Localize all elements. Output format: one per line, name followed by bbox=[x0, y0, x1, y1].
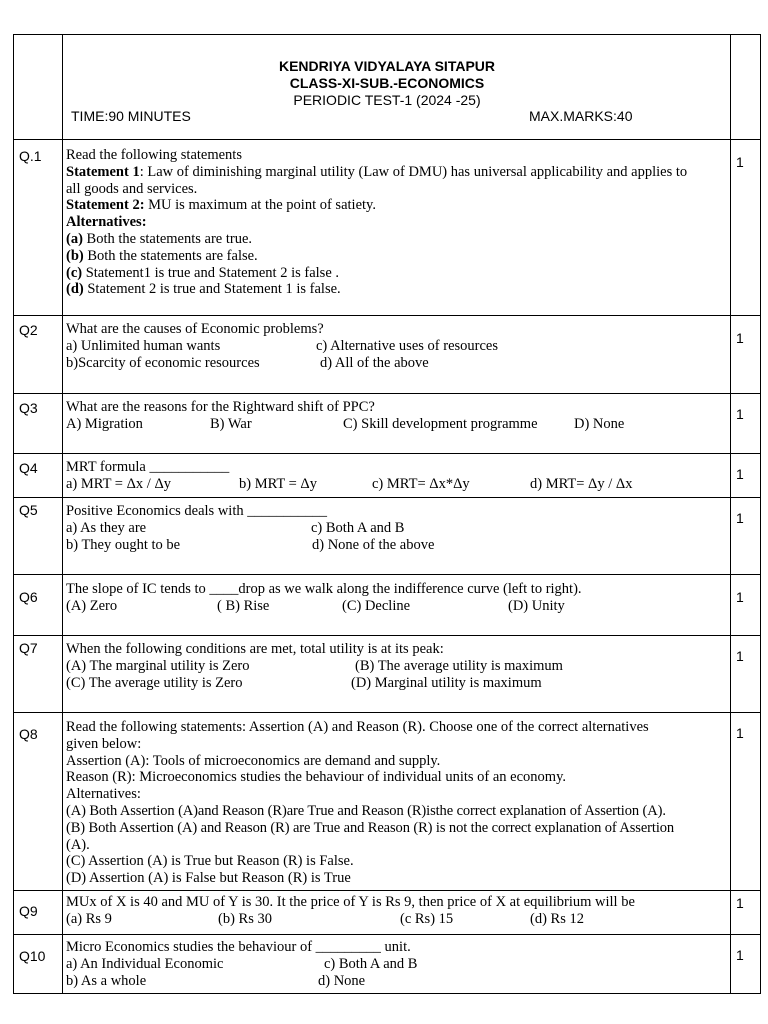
question-body bbox=[66, 641, 728, 691]
option-c: (c Rs) 15 bbox=[400, 910, 454, 927]
question-stem: MRT formula ___________ bbox=[66, 459, 230, 475]
options-line-2 bbox=[66, 675, 728, 692]
question-paper bbox=[13, 34, 762, 994]
question-number: Q8 bbox=[14, 713, 63, 890]
question-body bbox=[66, 321, 728, 371]
option-c: (C) The average utility is Zero bbox=[66, 674, 243, 691]
question-stem: MUx of X is 40 and MU of Y is 30. It the price of Y is Rs 9, then price of X at equilibrium will be bbox=[66, 894, 635, 910]
question-number: Q10 bbox=[14, 935, 63, 993]
option-a: a) Unlimited human wants bbox=[66, 337, 221, 354]
question-stem: Micro Economics studies the behaviour of _________ unit. bbox=[66, 939, 411, 955]
question-number: Q3 bbox=[14, 394, 63, 453]
question-body bbox=[66, 939, 728, 989]
question-row-q10 bbox=[13, 934, 761, 994]
test-title: PERIODIC TEST-1 (2024 -25) bbox=[293, 92, 481, 108]
option-b: b) They ought to be bbox=[66, 536, 181, 553]
option-d: (D) Unity bbox=[508, 597, 565, 614]
question-stem: What are the reasons for the Rightward shift of PPC? bbox=[66, 399, 375, 415]
options-line-2 bbox=[66, 537, 728, 554]
option-d: d) None of the above bbox=[312, 536, 435, 553]
marks-cell: 1 bbox=[730, 713, 760, 890]
option-c: (c) Statement1 is true and Statement 2 is false . bbox=[66, 264, 340, 281]
school-name: KENDRIYA VIDYALAYA SITAPUR bbox=[278, 58, 496, 74]
options-line-1 bbox=[66, 520, 728, 537]
option-b: b)Scarcity of economic resources bbox=[66, 354, 260, 371]
option-c: (C) Decline bbox=[342, 597, 411, 614]
question-stem: Read the following statements: Assertion (A) and Reason (R). Choose one of the correct alternatives bbox=[66, 719, 649, 735]
question-row-q5 bbox=[13, 497, 761, 574]
question-stem: When the following conditions are met, total utility is at its peak: bbox=[66, 641, 444, 657]
statement-1: Statement 1: Law of diminishing marginal utility (Law of DMU) has universal applicability and applies to bbox=[66, 163, 688, 180]
question-body bbox=[66, 503, 728, 553]
option-d: (d) Rs 12 bbox=[530, 910, 584, 927]
option-c: c) Both A and B bbox=[311, 519, 405, 536]
question-body bbox=[66, 581, 728, 615]
option-d: (D) Assertion (A) is False but Reason (R) is True bbox=[66, 870, 351, 887]
options-line bbox=[66, 416, 728, 433]
alternatives-heading: Alternatives: bbox=[66, 786, 141, 803]
option-a: (a) Both the statements are true. bbox=[66, 230, 253, 247]
question-number: Q7 bbox=[14, 636, 63, 712]
option-a: a) As they are bbox=[66, 519, 147, 536]
marks-cell: 1 bbox=[730, 636, 760, 712]
option-a: A) Migration bbox=[66, 415, 143, 432]
question-body bbox=[66, 459, 728, 493]
question-number: Q4 bbox=[14, 454, 63, 497]
options-line bbox=[66, 476, 728, 493]
question-stem: Read the following statements bbox=[66, 147, 242, 163]
question-body bbox=[66, 147, 728, 298]
option-a: (A) The marginal utility is Zero bbox=[66, 657, 250, 674]
option-d: d) None bbox=[318, 972, 366, 989]
option-b: ( B) Rise bbox=[217, 597, 270, 614]
marks-cell: 1 bbox=[730, 140, 760, 315]
option-a: (A) Zero bbox=[66, 597, 118, 614]
options-line bbox=[66, 911, 728, 928]
option-d: (D) Marginal utility is maximum bbox=[351, 674, 542, 691]
option-d: d) MRT= Δy / Δx bbox=[530, 475, 633, 492]
question-row-q8 bbox=[13, 712, 761, 890]
reason: Reason (R): Microeconomics studies the behaviour of individual units of an economy. bbox=[66, 769, 567, 786]
option-b: b) MRT = Δy bbox=[239, 475, 317, 492]
question-body bbox=[66, 719, 728, 887]
question-body bbox=[66, 399, 728, 433]
marks-cell: 1 bbox=[730, 454, 760, 497]
options-line-1 bbox=[66, 658, 728, 675]
header-marks-cell bbox=[730, 35, 760, 139]
question-row-q2 bbox=[13, 315, 761, 393]
option-a: (A) Both Assertion (A)and Reason (R)are True and Reason (R)isthe correct explanation of Assertion (A). bbox=[66, 802, 666, 819]
option-b: (B) Both Assertion (A) and Reason (R) are True and Reason (R) is not the correct explanation of Assertion bbox=[66, 819, 675, 836]
options-line-1 bbox=[66, 956, 728, 973]
options-line-2 bbox=[66, 973, 728, 990]
option-d: D) None bbox=[574, 415, 625, 432]
statement-2: Statement 2: MU is maximum at the point of satiety. bbox=[66, 197, 376, 214]
alternatives-heading: Alternatives: bbox=[66, 214, 147, 231]
question-body bbox=[66, 894, 728, 928]
option-d: d) All of the above bbox=[320, 354, 429, 371]
question-row-q1 bbox=[13, 139, 761, 315]
time-label: TIME:90 MINUTES bbox=[71, 108, 191, 124]
question-stem: The slope of IC tends to ____drop as we walk along the indifference curve (left to right). bbox=[66, 581, 582, 597]
marks-cell: 1 bbox=[730, 575, 760, 635]
marks-cell: 1 bbox=[730, 316, 760, 393]
option-c: C) Skill development programme bbox=[343, 415, 538, 432]
marks-cell: 1 bbox=[730, 935, 760, 993]
option-b: b) As a whole bbox=[66, 972, 147, 989]
option-c: (C) Assertion (A) is True but Reason (R) is False. bbox=[66, 853, 354, 870]
option-b: (b) Rs 30 bbox=[218, 910, 272, 927]
question-stem: What are the causes of Economic problems? bbox=[66, 321, 324, 337]
marks-cell: 1 bbox=[730, 498, 760, 574]
question-stem: Positive Economics deals with ___________ bbox=[66, 503, 327, 519]
marks-cell: 1 bbox=[730, 394, 760, 453]
option-b: B) War bbox=[210, 415, 252, 432]
option-c: c) Alternative uses of resources bbox=[316, 337, 498, 354]
question-row-q9 bbox=[13, 890, 761, 934]
option-b-cont: (A). bbox=[66, 836, 90, 853]
question-row-q4 bbox=[13, 453, 761, 497]
assertion: Assertion (A): Tools of microeconomics are demand and supply. bbox=[66, 752, 441, 769]
option-a: a) MRT = Δx / Δy bbox=[66, 475, 172, 492]
class-subject: CLASS-XI-SUB.-ECONOMICS bbox=[289, 75, 485, 91]
option-b: (b) Both the statements are false. bbox=[66, 247, 258, 264]
question-number: Q2 bbox=[14, 316, 63, 393]
max-marks-label: MAX.MARKS:40 bbox=[529, 108, 633, 124]
question-number: Q.1 bbox=[14, 140, 63, 315]
question-row-q7 bbox=[13, 635, 761, 712]
option-c: c) Both A and B bbox=[324, 955, 418, 972]
question-row-q6 bbox=[13, 574, 761, 635]
marks-cell: 1 bbox=[730, 891, 760, 934]
option-c: c) MRT= Δx*Δy bbox=[372, 475, 470, 492]
options-line-1 bbox=[66, 338, 728, 355]
question-number: Q5 bbox=[14, 498, 63, 574]
question-number: Q6 bbox=[14, 575, 63, 635]
question-number: Q9 bbox=[14, 891, 63, 934]
options-line bbox=[66, 598, 728, 615]
option-a: a) An Individual Economic bbox=[66, 955, 224, 972]
option-d: (d) Statement 2 is true and Statement 1 is false. bbox=[66, 281, 341, 298]
option-b: (B) The average utility is maximum bbox=[355, 657, 563, 674]
question-stem-cont: given below: bbox=[66, 735, 142, 752]
option-a: (a) Rs 9 bbox=[66, 910, 112, 927]
statement-1-cont: all goods and services. bbox=[66, 180, 198, 197]
options-line-2 bbox=[66, 355, 728, 372]
question-row-q3 bbox=[13, 393, 761, 453]
header-row bbox=[13, 34, 761, 139]
